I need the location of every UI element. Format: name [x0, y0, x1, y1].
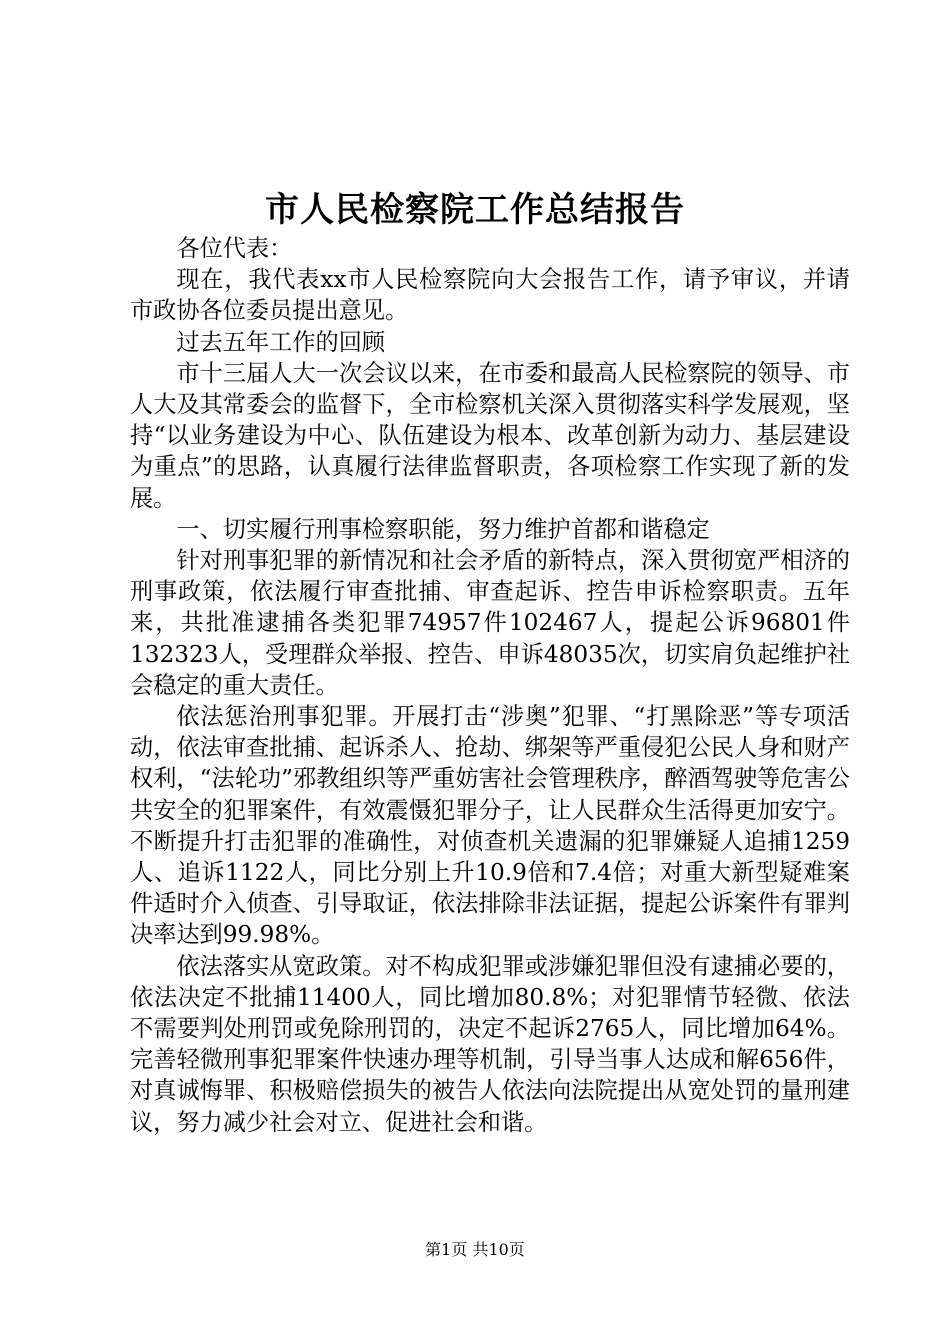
subsection-heading: 一、切实履行刑事检察职能，努力维护首都和谐稳定: [176, 515, 710, 543]
document-body: [130, 233, 850, 1138]
page-number-footer: 第1页 共10页: [425, 1240, 525, 1259]
body-paragraph: 依法落实从宽政策。对不构成犯罪或涉嫌犯罪但没有逮捕必要的，依法决定不批捕11400人，同比增加80.8%；对犯罪情节轻微、依法不需要判处刑罚或免除刑罚的，决定不起诉2765人，同比增加64%。完善轻微刑事犯罪案件快速办理等机制，引导当事人达成和解656件，对真诚悔罪、积极赔偿损失的被告人依法向法院提出从宽处罚的量刑建议，努力减少社会对立、促进社会和谐。: [130, 952, 850, 1136]
document-title: 市人民检察院工作总结报告: [265, 190, 685, 230]
body-paragraph: 市十三届人大一次会议以来，在市委和最高人民检察院的领导、市人大及其常委会的监督下，全市检察机关深入贯彻落实科学发展观，坚持“以业务建设为中心、队伍建设为根本、改革创新为动力、基层建设为重点”的思路，认真履行法律监督职责，各项检察工作实现了新的发展。: [130, 359, 850, 512]
body-paragraph: 针对刑事犯罪的新情况和社会矛盾的新特点，深入贯彻宽严相济的刑事政策，依法履行审查批捕、审查起诉、控告申诉检察职责。五年来，共批准逮捕各类犯罪74957件102467人，提起公诉96801件132323人，受理群众举报、控告、申诉48035次，切实肩负起维护社会稳定的重大责任。: [130, 547, 850, 699]
salutation-paragraph: 各位代表：: [176, 235, 293, 262]
opening-paragraph: 现在，我代表xx市人民检察院向大会报告工作，请予审议，并请市政协各位委员提出意见。: [130, 266, 850, 325]
body-paragraph: 依法惩治刑事犯罪。开展打击“涉奥”犯罪、“打黑除恶”等专项活动，依法审查批捕、起诉杀人、抢劫、绑架等严重侵犯公民人身和财产权利，“法轮功”邪教组织等严重妨害社会管理秩序，醉酒驾驶等危害公共安全的犯罪案件，有效震慑犯罪分子，让人民群众生活得更加安宁。不断提升打击犯罪的准确性，对侦查机关遗漏的犯罪嫌疑人追捕1259人、追诉1122人，同比分别上升10.9倍和7.4倍；对重大新型疑难案件适时介入侦查、引导取证，依法排除非法证据，提起公诉案件有罪判决率达到99.98%。: [130, 703, 850, 949]
section-heading: 过去五年工作的回顾: [176, 328, 386, 356]
